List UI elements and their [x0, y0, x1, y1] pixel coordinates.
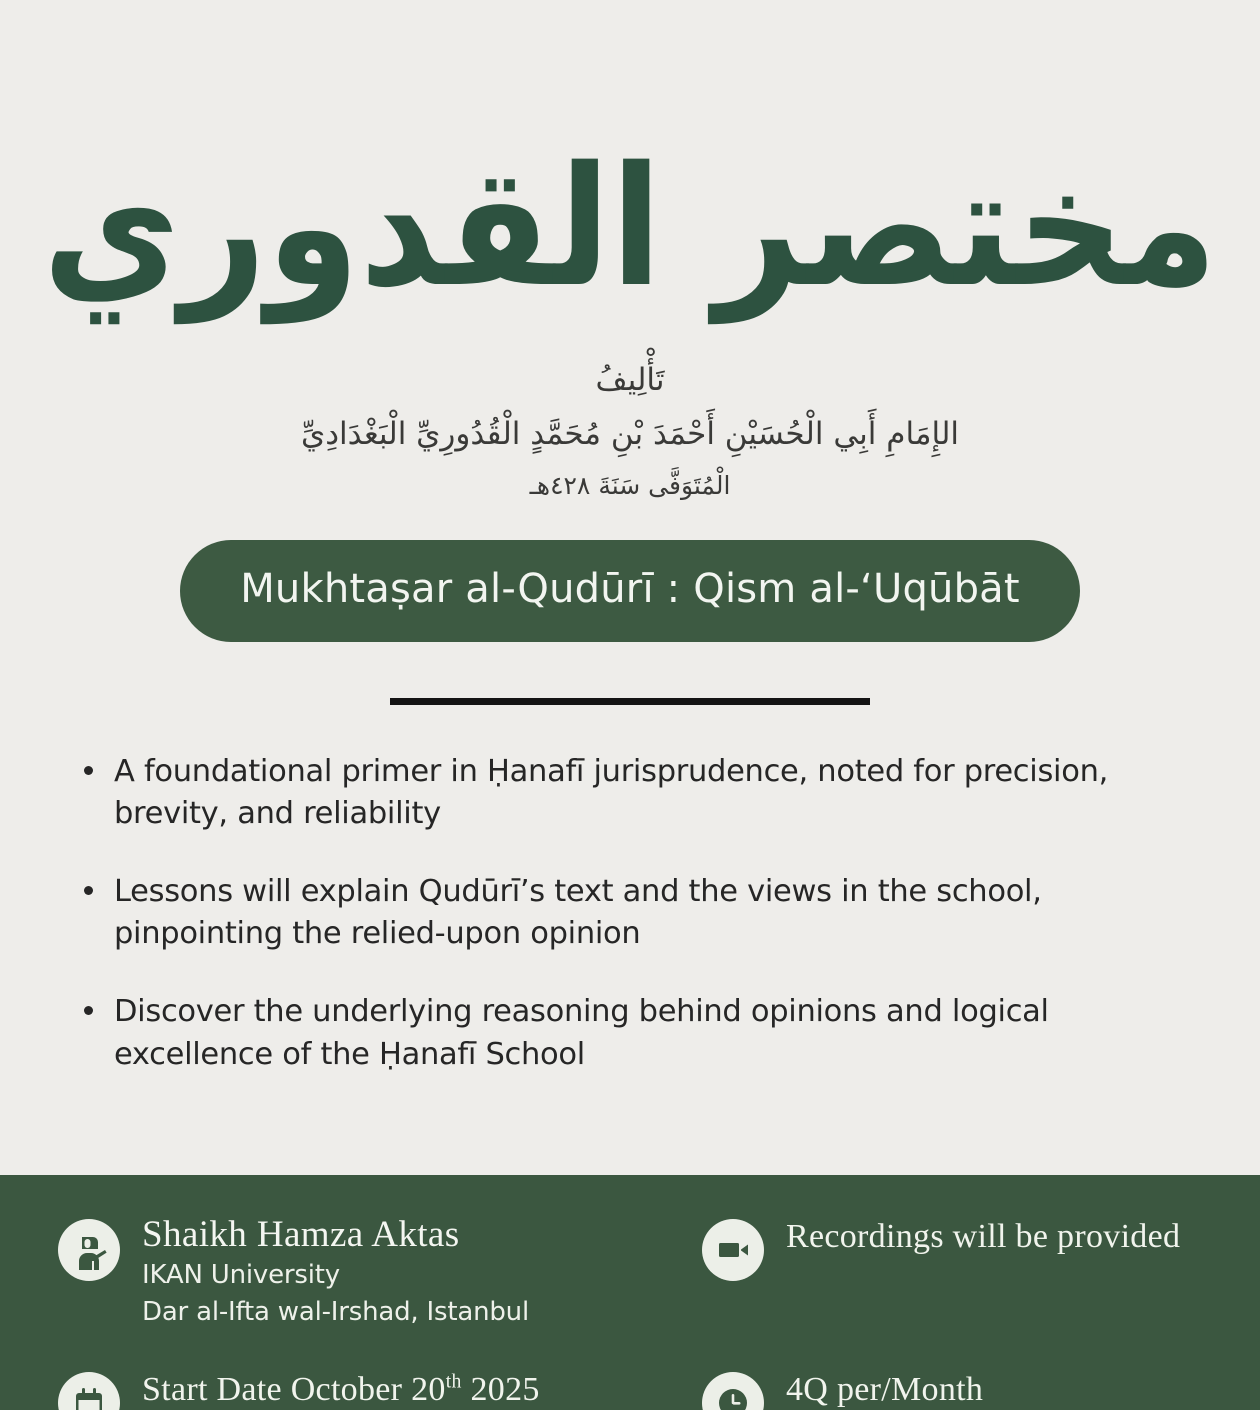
divider-wrapper: [0, 698, 1260, 705]
schedule-label: 4Q per/Month: [786, 1371, 984, 1409]
video-camera-icon: [702, 1219, 764, 1281]
instructor-block: [58, 1213, 620, 1332]
recordings-label: Recordings will be provided: [786, 1218, 1181, 1255]
calendar-icon: [58, 1372, 120, 1410]
instructor-institution: Dar al-Ifta wal-Irshad, Istanbul: [142, 1297, 529, 1328]
arabic-attribution-block: [0, 360, 1260, 503]
list-item: Lessons will explain Qudūrī’s text and the views in the school, pinpointing the relied-upon opinion: [78, 871, 1194, 955]
clock-icon: [702, 1372, 764, 1410]
arabic-author-name: الإِمَامِ أَبِي الْحُسَيْنِ أَحْمَدَ بْنِ مُحَمَّدٍ الْقُدُورِيِّ الْبَغْدَادِيِّ: [300, 415, 960, 452]
teacher-icon: [58, 1219, 120, 1281]
section-divider: [390, 698, 870, 705]
start-date-ordinal: th: [445, 1370, 462, 1393]
start-date-label: [142, 1366, 540, 1410]
start-date-text: [142, 1366, 540, 1410]
start-date-block: [58, 1366, 620, 1410]
schedule-text: [786, 1366, 983, 1410]
course-highlights-list: [0, 751, 1260, 1075]
start-date-prefix: Start Date October: [142, 1371, 403, 1409]
list-item: Discover the underlying reasoning behind opinions and logical excellence of the Ḥanafī School: [78, 991, 1194, 1075]
start-date-year: 2025: [470, 1371, 540, 1409]
instructor-name: Shaikh Hamza Aktas: [142, 1214, 460, 1255]
start-date-day: 20: [411, 1371, 446, 1409]
arabic-death-date: الْمُتَوَفَّى سَنَةَ ٤٢٨هـ: [529, 470, 731, 500]
arabic-calligraphy-title: مختصر القدوري: [42, 132, 1218, 324]
instructor-affiliation: IKAN University: [142, 1259, 340, 1290]
poster-footer: [0, 1175, 1260, 1410]
list-item: A foundational primer in Ḥanafī jurisprudence, noted for precision, brevity, and reliability: [78, 751, 1194, 835]
arabic-authored-label: تَأْلِيفُ: [595, 361, 665, 398]
recordings-text: [786, 1213, 1180, 1261]
calligraphy-block: [0, 0, 1260, 338]
schedule-block: [640, 1366, 1202, 1410]
title-pill-wrapper: [0, 540, 1260, 642]
course-title-pill: Mukhtaṣar al-Qudūrī : Qism al-ʻUqūbāt: [180, 540, 1080, 642]
instructor-text: [142, 1213, 529, 1332]
recordings-block: [640, 1213, 1202, 1332]
